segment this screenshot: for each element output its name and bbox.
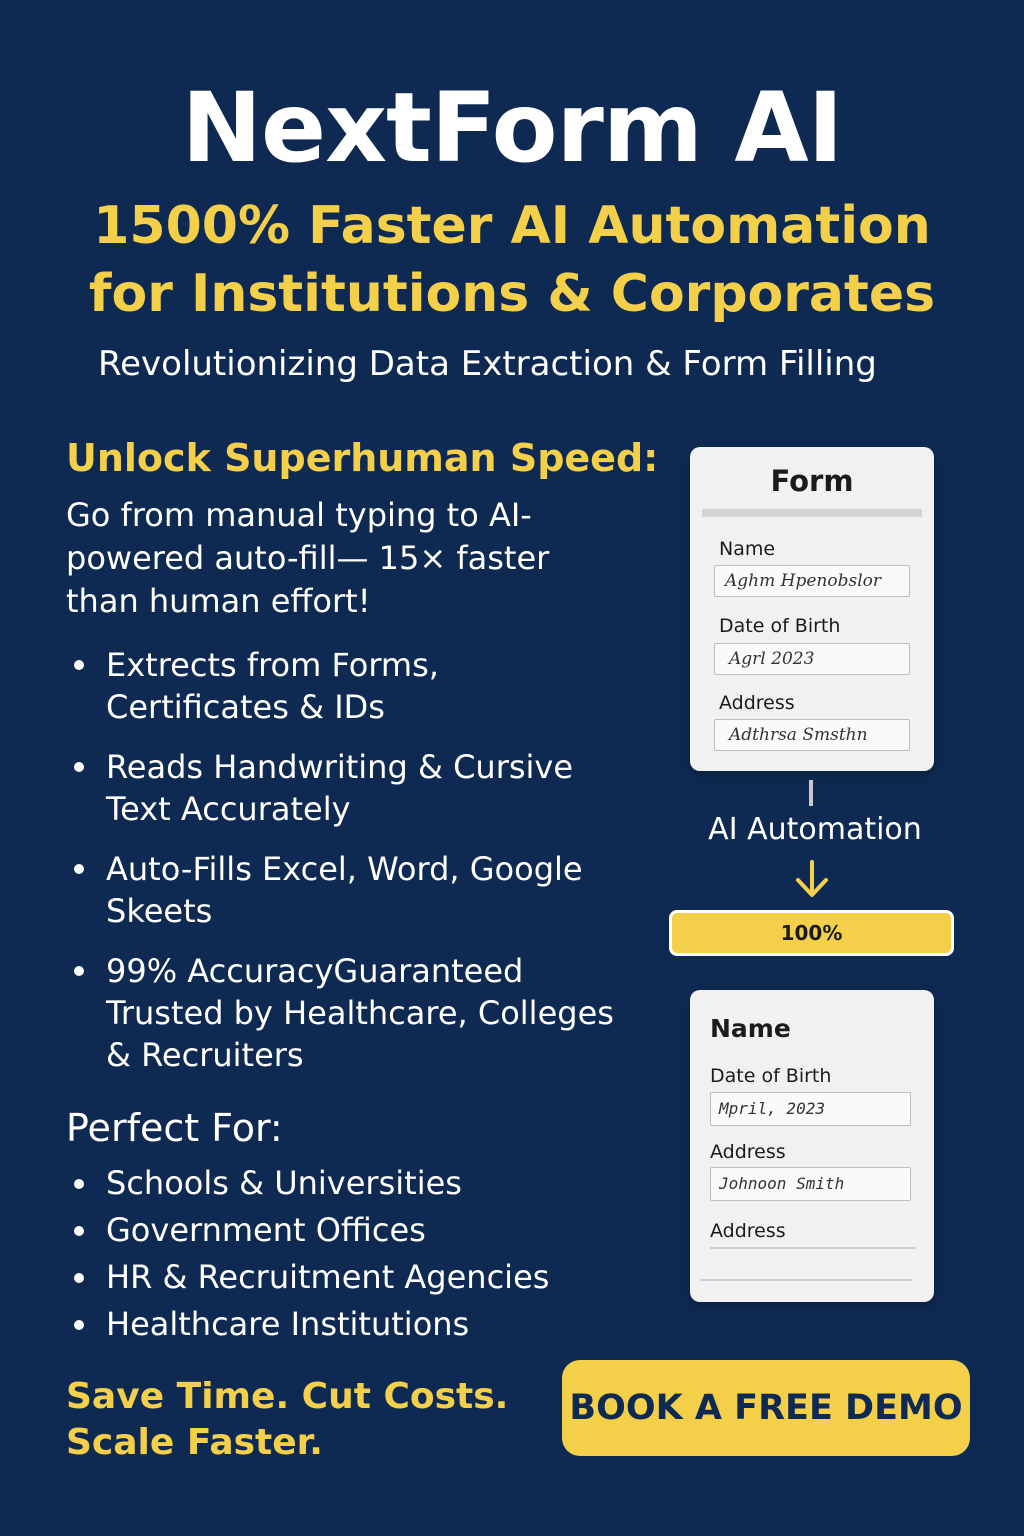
audience-item: Government Offices — [66, 1207, 626, 1254]
headline — [0, 192, 1024, 328]
feature-item: Extrects from Forms, Certificates & IDs — [66, 644, 626, 728]
audience-list — [66, 1160, 626, 1348]
audience-item: Schools & Universities — [66, 1160, 626, 1207]
source-name-field[interactable] — [714, 565, 910, 597]
source-address-value: Adthrsa Smsthn — [729, 725, 868, 745]
brand-title: NextForm AI — [181, 72, 843, 184]
output-dob-field[interactable] — [710, 1092, 911, 1126]
source-dob-field[interactable] — [714, 643, 910, 675]
tagline-line-2: Scale Faster. — [66, 1422, 323, 1463]
feature-item: Auto-Fills Excel, Word, Google Skeets — [66, 848, 626, 932]
output-address2-label: Address — [710, 1220, 786, 1242]
flow-connector — [809, 780, 813, 806]
feature-item: Reads Handwriting & Cursive Text Accurately — [66, 746, 626, 830]
feature-item: 99% AccuracyGuaranteed Trusted by Healthcare, Colleges & Recruiters — [66, 950, 626, 1076]
arrow-down-icon — [790, 858, 834, 902]
form-line — [700, 1279, 912, 1281]
output-address-label: Address — [710, 1141, 786, 1163]
source-name-value: Aghm Hpenobslor — [725, 571, 881, 591]
audience-item: Healthcare Institutions — [66, 1301, 626, 1348]
ai-automation-label: AI Automation — [708, 812, 922, 847]
output-dob-label: Date of Birth — [710, 1065, 832, 1087]
audience-item: HR & Recruitment Agencies — [66, 1254, 626, 1301]
output-dob-value: Mpril, 2023 — [719, 1099, 825, 1118]
benefits-heading: Unlock Superhuman Speed: — [66, 436, 659, 480]
book-demo-button[interactable]: BOOK A FREE DEMO — [562, 1360, 970, 1456]
source-name-label: Name — [719, 538, 776, 560]
output-address-value: Johnoon Smith — [719, 1174, 845, 1193]
subtitle: Revolutionizing Data Extraction & Form Filling — [98, 344, 877, 384]
form-header-divider — [702, 509, 922, 517]
headline-line-2: for Institutions & Corporates — [88, 264, 936, 324]
source-dob-label: Date of Birth — [719, 615, 841, 637]
progress-label: 100% — [780, 921, 843, 945]
source-address-label: Address — [719, 692, 795, 714]
output-name-label: Name — [710, 1014, 791, 1043]
benefits-intro: Go from manual typing to AI-powered auto-fill— 15× faster than human effort! — [66, 496, 550, 620]
form-line — [710, 1247, 916, 1249]
tagline-line-1: Save Time. Cut Costs. — [66, 1376, 509, 1417]
headline-line-1: 1500% Faster AI Automation — [93, 196, 931, 256]
source-address-field[interactable] — [714, 719, 910, 751]
output-address-field[interactable] — [710, 1167, 911, 1201]
tagline — [66, 1374, 508, 1466]
feature-list — [66, 644, 626, 1094]
source-form-title: Form — [770, 464, 854, 498]
audience-heading: Perfect For: — [66, 1106, 283, 1150]
source-dob-value: Agrl 2023 — [729, 649, 815, 669]
